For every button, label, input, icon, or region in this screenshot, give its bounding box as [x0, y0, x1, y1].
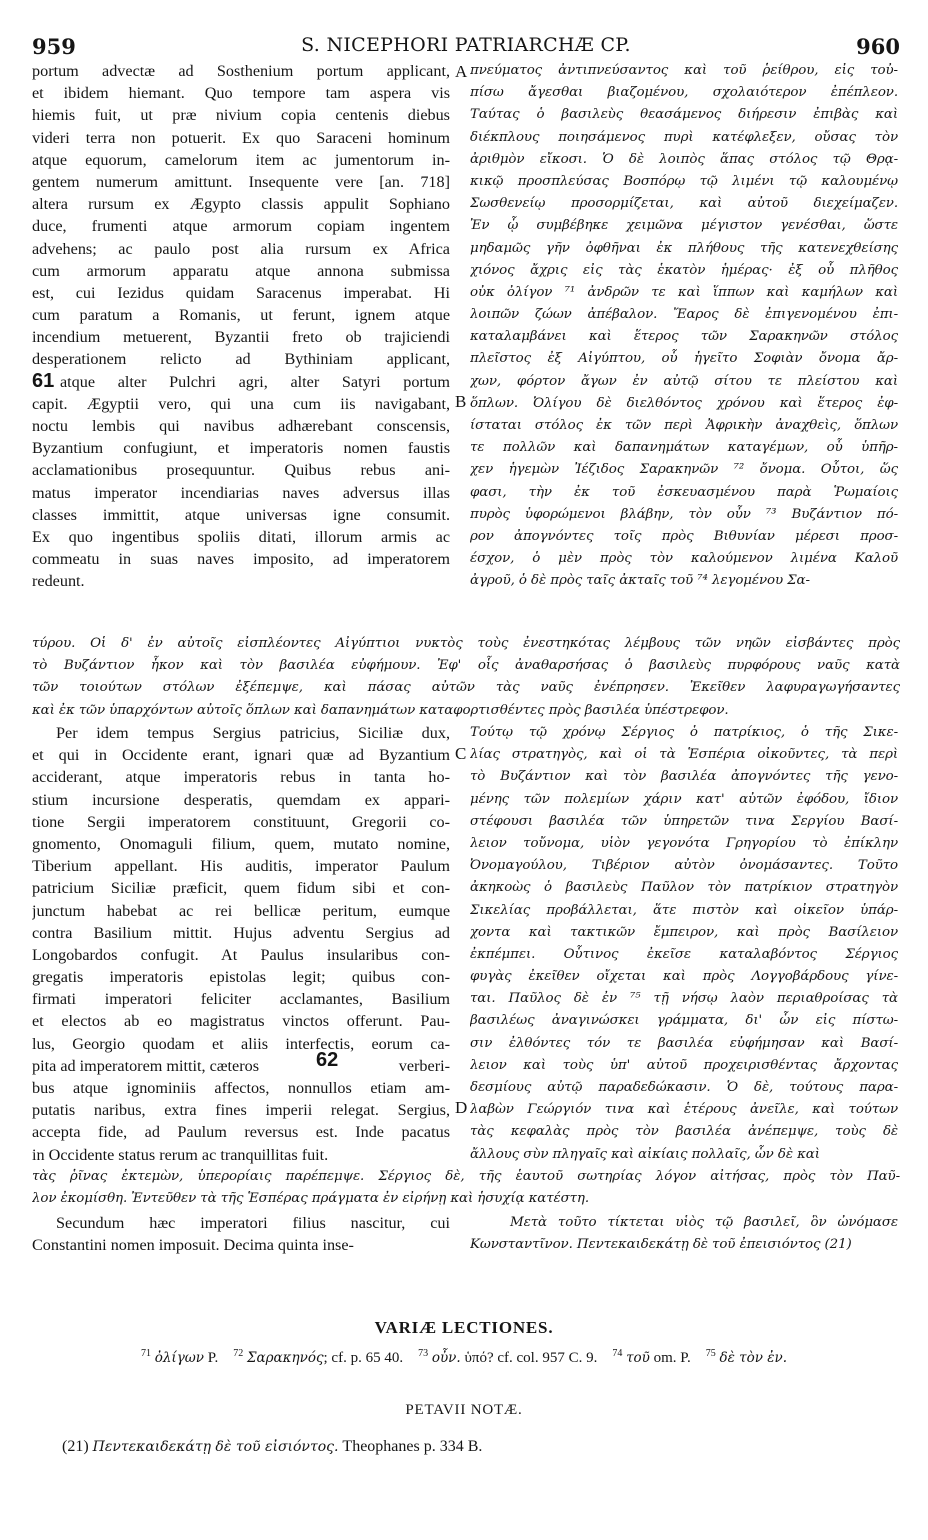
text-line: Secundum hæc imperatori filius nascitur, cui [56, 1214, 450, 1232]
text-line: πνεύματος ἀντιπνεύσαντος καὶ τοῦ ῥείθρου, εἰς τοὐ- [470, 63, 898, 78]
text-line: classes immittit, atque universas igne consumit. [32, 505, 450, 524]
text-line: τε πολλῶν καὶ δαπανημάτων καταγέμων, οὗ ὑπῆρ- [470, 440, 898, 456]
text-line: et electos ab eo magistratus vinctos offerunt. Pau- [32, 1012, 450, 1031]
text-line: tione Sergii imperatorem constituunt, Gregorii co- [32, 812, 450, 831]
text-line: λαβὼν Γεώργιόν τινα καὶ ἑτέρους ἀνεῖλε, καὶ τούτων [470, 1102, 898, 1118]
text-line: bus atque ignominiis affectos, nonnullos etiam am- [32, 1079, 450, 1097]
text-line: matus imperator incendiarias naves adversus illas [32, 483, 450, 502]
text-line: atque equorum, camelorum item ac jumentorum in- [32, 150, 450, 169]
running-title: S. NICEPHORI PATRIARCHÆ CP. [301, 34, 631, 56]
text-line: διέκπλους ποιησάμενος πυρὶ κατέφλεξεν, οὔσας τὸν [470, 129, 898, 145]
text-line: gnomento, Onomaguli filium, quem, mutato nomine, [32, 834, 450, 853]
text-line: Tiberium appellant. His auditis, imperator Paulum [32, 857, 450, 876]
text-line: altera rursum ex Ægypto classis appulit Sophiano [32, 195, 450, 214]
text-line: οὐκ ὀλίγον ⁷¹ ἀνδρῶν τε καὶ ἵππων καὶ καμήλων καὶ [470, 284, 898, 300]
text-line: μηδαμῶς γῆν ὀφθῆναι ἐκ πλήθους τῆς κατενεχθείσης [470, 240, 898, 256]
text-line: Ὀνομαγούλου, Τιβέριον αὐτὸν ὀνομάσαντες. Τοῦτο [470, 858, 898, 874]
margin-letter-b: B [455, 392, 467, 411]
text-line: Ex quo ingentibus spoliis ditati, illorum armis ac [32, 527, 450, 546]
text-line: Constantini nomen imposuit. Decima quinta inse- [32, 1236, 354, 1255]
text-line: advehens; ac paulo post alia rursum ex Africa [32, 239, 450, 258]
text-line: est, cui Iezidus quidam Saracenus imperabat. Hi [32, 283, 450, 302]
variant-73-greek: οὖν. [431, 1350, 461, 1366]
text-line: cum paratum a Romanis, ut ferunt, ignem atque [32, 306, 450, 325]
text-line: λον ἐκομίσθη. Ἐντεῦθεν τὰ τῆς Ἑσπέρας πράγματα ἐν εἰρήνῃ καὶ ἡσυχίᾳ κατέστη. [32, 1191, 590, 1207]
line-tail: verberi- [398, 1056, 450, 1075]
latin-column-top [32, 60, 450, 593]
greek-full-width-2 [32, 1166, 900, 1210]
text-line: τῶν τοιούτων στόλων ἐξέπεμψε, καὶ πάσας αὐτῶν τὰς ναῦς ἐνέπρησεν. Ἐκεῖθεν λαφυραγωγήσαντες [32, 680, 900, 696]
text-line: in Occidente status rerum ac tranquillitas fuit. [32, 1145, 329, 1164]
page-header [32, 34, 900, 59]
text-line: acciderant, atque imperatoris rebus in tanta ho- [32, 768, 450, 787]
variant-number-75: 75 [705, 1348, 716, 1359]
text-line: ὅπλων. Ὀλίγου δὲ διελθόντος χρόνου καὶ ἕτερος ἐφ- [470, 395, 898, 411]
variant-73-rest: ὑπό? cf. col. 957 C. 9. [460, 1350, 598, 1366]
text-line: τὸ Βυζάντιον καὶ τὸν βασιλέα ἀπογνόντες τῆς γενο- [470, 769, 898, 785]
text-line: ἀγροῦ, ὁ δὲ πρὸς ταῖς ἀκταῖς τοῦ ⁷⁴ λεγομένου Σα- [470, 573, 810, 589]
text-line: Σικελίας προβάλλεται, ἅτε πιστὸν καὶ οἰκεῖον ὑπάρ- [470, 902, 898, 918]
text-line: χιόνος ἄχρις εἰς τὰς ἑκατὸν ἡμέρας· ἐξ οὗ πλῆθος [470, 262, 898, 278]
text-line: Longobardos confugit. At Paulus insularibus con- [32, 945, 450, 964]
text-line: Μετὰ τοῦτο τίκτεται υἱὸς τῷ βασιλεῖ, ὃν ὠνόμασε [510, 1215, 898, 1230]
petavii-note-21 [62, 1438, 482, 1456]
text-line: Τούτῳ τῷ χρόνῳ Σέργιος ὁ πατρίκιος, ὁ τῆς Σικε- [470, 725, 898, 740]
text-line: πυρὸς ὑφορώμενοι βλάβην, τὸν οὖν ⁷³ Βυζάντιον πό- [470, 506, 898, 522]
text-line: τύρου. Οἱ δ' ἐν αὐτοῖς εἰσπλέοντες Αἰγύπτιοι νυκτὸς τοὺς ἐνεστηκότας λέμβους τῶν νηῶν εἰσβάντες πρὸς [32, 636, 900, 651]
text-line: Σωσθενείῳ προσορμίζεται, καὶ αὐτοῦ διεχείμαζεν. [470, 196, 898, 212]
text-line: et qui in Occidente erant, ignari quæ ad Byzantium [32, 746, 450, 765]
text-line: lus, Georgio quodam et aliis interfectis, eorum ca- [32, 1034, 450, 1053]
text-line: stium incursione desperatis, quemdam ex appari- [32, 790, 450, 809]
variant-number-74: 74 [612, 1348, 623, 1359]
text-line: χοντα καὶ τακτικῶν ἔμπειρον, καὶ πρὸς Βασίλειον [470, 924, 898, 940]
text-line: χεν ἡγεμὼν Ἰέζιδος Σαρακηνῶν ⁷² ὄνομα. Οὗτοι, ὥς [470, 462, 898, 478]
text-line: ἀκηκοὼς ὁ βασιλεὺς Παῦλον τὸν πατρίκιον στρατηγὸν [470, 880, 898, 896]
text-line: μένης τῶν πολεμίων χάριν κατ' αὐτῶν ἐφόδου, ἴδιον [470, 791, 898, 807]
variae-lectiones-title: VARIÆ LECTIONES. [374, 1318, 554, 1337]
text-line: ρον ἀπογνόντες τοῖς πρὸς Βιθυνίαν μέρεσι προσ- [470, 528, 898, 544]
text-line: καταλαμβάνει καὶ ἕτερος τῶν Σαρακηνῶν στόλος [470, 329, 898, 345]
variant-71-rest: P. [204, 1350, 219, 1366]
column-number-left: 959 [32, 34, 76, 59]
variant-number-73: 73 [418, 1348, 429, 1359]
text-line: desperationem relicto ad Bythiniam applicant, [32, 350, 450, 369]
variant-75-greek: δὲ τὸν ἐν. [719, 1350, 787, 1366]
note-number: (21) [62, 1438, 89, 1455]
note-reference: Theophanes p. 334 B. [338, 1438, 483, 1455]
text-line: accepta fide, ad Paulum reversus est. Inde pacatus [32, 1123, 450, 1142]
text-line: firmati imperatori feliciter acclamantes, Basilium [32, 990, 450, 1009]
text-line: λειον τοὔνομα, υἱὸν γεγονότα Γρηγορίου τὸ ἐπίκλην [470, 835, 898, 851]
text-line: patricium Siciliæ præficit, quem fidum sibi et con- [32, 879, 450, 898]
text-line: videri terra non potuerit. Ex quo Saraceni hominum [32, 128, 450, 147]
text-line: καὶ ἐκ τῶν ὑπαρχόντων αὐτοῖς ὅπλων καὶ δαπανημάτων καταφορτισθέντες πρὸς βασιλέα ὑπέστρεφον. [32, 702, 729, 718]
variant-number-71: 71 [141, 1348, 151, 1359]
text-line: Κωνσταντῖνον. Πεντεκαιδεκάτῃ δὲ τοῦ ἐπεισιόντος (21) [470, 1237, 852, 1253]
latin-column-middle [32, 722, 450, 1166]
text-line: cum armorum apparatu atque annona submissa [32, 261, 450, 280]
text-line: ίσταται στόλος ἐκ τῶν περὶ Ἀφρικὴν ἀναχθεὶς, ὅπλων [470, 418, 898, 433]
text-line: gregatis imperatoris epistolas legit; quibus con- [32, 968, 450, 987]
variant-number-72: 72 [233, 1348, 244, 1359]
migne-number-62: 62 [316, 1049, 339, 1071]
greek-column-bottom [470, 1212, 898, 1256]
text-line: incendium metuerent, Byzantii freto ob trajiciendi [32, 328, 450, 347]
variant-72-greek: Σαρακηνός [246, 1350, 324, 1366]
text-line: ἄλλους σὺν πληγαῖς καὶ αἰκίαις πολλαῖς, ὧν δὲ καὶ [470, 1146, 820, 1162]
text-line: έσχον, ὁ μὲν πρὸς τὸν καλούμενον λιμένα Καλοῦ [470, 551, 898, 567]
text-line: λειον καὶ τοὺς ὑπ' αὐτοῦ προχειρισθέντας ἄρχοντας [470, 1057, 898, 1073]
text-line: Ταύτας ὁ βασιλεὺς θεασάμενος διήρεσιν ἐπιβὰς καὶ [470, 107, 898, 123]
text-line: φυγὰς ἐκεῖθεν οἴχεται καὶ πρὸς Λογγοβάρδους γίνε- [470, 969, 898, 985]
variant-74-greek: τοῦ [626, 1350, 650, 1366]
text-line: Per idem tempus Sergius patricius, Siciliæ dux, [56, 724, 450, 742]
text-line: φασι, τὴν ἐκ τοῦ ἐσκευασμένου παρὰ Ῥωμαίοις [470, 484, 898, 500]
margin-letter-a: A [455, 62, 468, 81]
text-line: λίας στρατηγὸς, καὶ οἱ τὰ Ἑσπέρια οἰκοῦντες, τὰ περὶ [470, 747, 898, 763]
text-line: et ibidem hiemant. Quo tempore tam aspera vis [32, 84, 450, 103]
greek-column-top [470, 60, 898, 593]
greek-column-middle [470, 722, 898, 1166]
text-line: Byzantium confugiunt, et imperatoris nomen faustis [32, 439, 450, 458]
text-line [32, 1055, 450, 1077]
variae-lectiones-line [0, 1348, 928, 1367]
text-line: acclamationibus prosequuntur. Quibus rebus ani- [32, 461, 450, 480]
text-line: junctum habebat ac rei bellicæ peritum, eumque [32, 901, 450, 920]
text-line: redeunt. [32, 572, 85, 591]
text-line: ἀριθμὸν εἴκοσι. Ὁ δὲ λοιπὸς ἅπας στόλος τῷ Θρᾳ- [470, 151, 898, 167]
text-line: putatis naribus, extra fines imperii relegat. Sergius, [32, 1101, 450, 1120]
text-line: noctu lembis qui navibus adhærebant conscensis, [32, 417, 450, 435]
text-line: λοιπῶν ζώων ἀπέβαλον. Ἔαρος δὲ ἐπιγενομένου ἐπι- [470, 307, 898, 323]
variant-74-rest: om. P. [649, 1350, 691, 1366]
variant-71-greek: ὀλίγων [154, 1350, 205, 1366]
text-line: βασιλέως ἀναγινώσκει γράμματα, δι' ὧν εἰς πίστω- [470, 1013, 898, 1029]
text-line: ται. Παῦλος δὲ ἐν ⁷⁵ τῇ νήσῳ λαὸν περιαθροίσας τὰ [470, 991, 898, 1007]
text-line: κικῷ προσπλεύσας Βοσπόρῳ τῷ λιμένι τῷ καλουμένῳ [470, 173, 898, 189]
text-line: ἐκπέμπει. Οὗτινος ἐκεῖσε καταλαβόντος Σέργιος [470, 946, 898, 962]
text-line: πλεῖστος ἐξ Αἰγύπτου, οὗ ἡγεῖτο Σοφιὰν ὄνομα ἄρ- [470, 351, 898, 367]
text-line: τὰς κεφαλὰς πρὸς τὸν βασιλέα ἀνέπεμψε, τοὺς δὲ [470, 1124, 898, 1140]
note-greek: Πεντεκαιδεκάτῃ δὲ τοῦ εἰσιόντος. [92, 1439, 339, 1455]
text-line: τὸ Βυζάντιον ἧκον καὶ τὸν βασιλέα εὐφήμουν. Ἐφ' οἷς ἀναθαρσήσας ὁ βασιλεὺς πυρφόρους ναῦς κατὰ [32, 658, 900, 674]
text-line: Ἐν ᾧ συμβέβηκε χειμῶνα μέγιστον γενέσθαι, ὥστε [470, 218, 898, 234]
margin-letter-c: C [455, 744, 467, 763]
text-line: atque alter Pulchri agri, alter Satyri portum [60, 372, 450, 391]
latin-column-bottom [32, 1212, 450, 1256]
text-line: σιν ἐλθόντες τόν τε βασιλέα εὐφήμησαν καὶ Βασί- [470, 1035, 898, 1051]
text-line: capit. Ægyptii vero, qui una cum iis navigabant, [32, 394, 450, 413]
greek-full-width-1 [32, 633, 900, 722]
text-line: στέφουσι βασιλέα τῶν ὑπηρετῶν τινα Σεργίου Βασί- [470, 813, 898, 829]
text-line: portum advectæ ad Sosthenium portum applicant, [32, 62, 450, 80]
margin-letter-d: D [455, 1098, 468, 1117]
text-line: χων, φόρτον ἄγων ἐν αὐτῷ σίτου τε πλείστου καὶ [470, 373, 898, 389]
text-line: hiemis fuit, ut præ nivium copia centenis diebus [32, 106, 450, 125]
line-text: pita ad imperatorem mittit, cæteros [32, 1056, 260, 1075]
text-line: duce, frumenti atque armorum copiam ingentem [32, 217, 450, 236]
text-line: πίσω ἄγεσθαι βιαζομένου, σχολαιότερον ἐπέπλεον. [470, 85, 898, 101]
text-line: gentem numerum amittunt. Insequente vere [an. 718] [32, 172, 450, 191]
variant-72-rest: ; cf. p. 65 40. [323, 1350, 404, 1366]
text-line: commeatu in suas naves imposito, ad imperatorem [32, 550, 450, 569]
migne-number-61: 61 [32, 370, 55, 392]
petavii-notae-title: PETAVII NOTÆ. [405, 1402, 523, 1418]
text-line: δεσμίους αὐτῷ παραδεδώκασιν. Ὁ δὲ, τούτους παρα- [470, 1080, 898, 1095]
column-number-right: 960 [856, 34, 900, 59]
text-line: τὰς ῥῖνας ἐκτεμὼν, ὑπερορίαις παρέπεμψε. Σέργιος δὲ, τῆς ἑαυτοῦ σωτηρίας λόγον αἰτήσας, πρὸς τὸν Παῦ- [32, 1169, 900, 1184]
text-line: contra Basilium mittit. Hujus adventu Sergius ad [32, 923, 450, 942]
